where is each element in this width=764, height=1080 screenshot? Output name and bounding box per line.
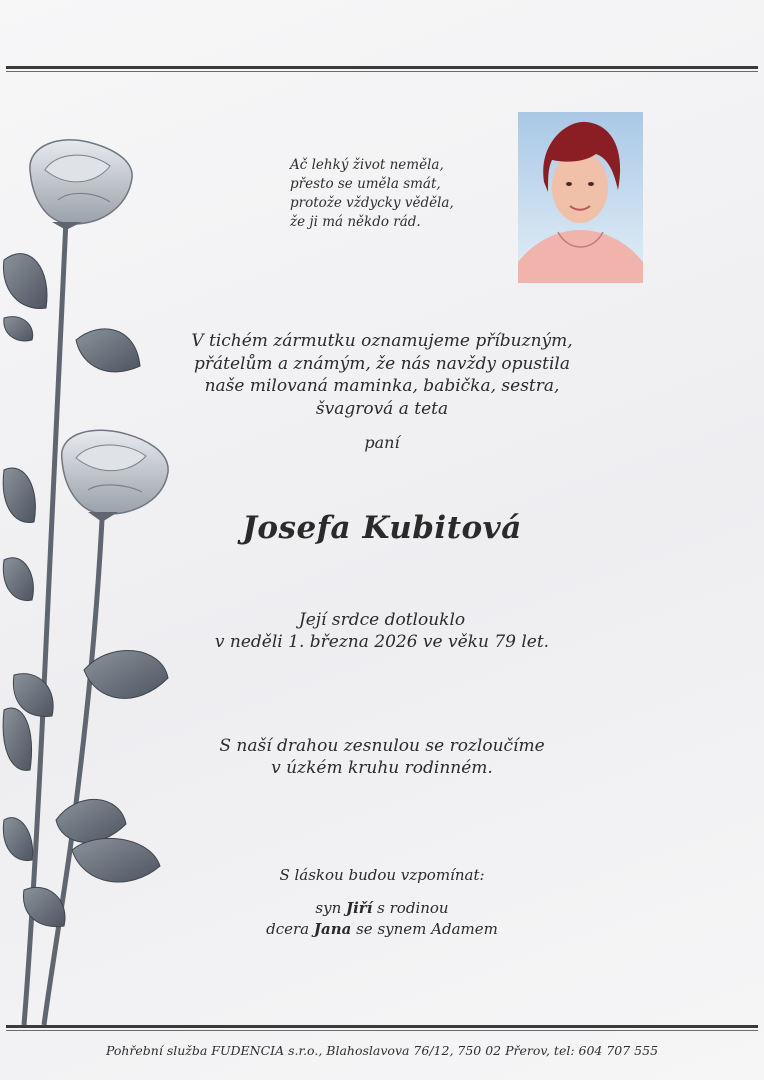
farewell-line: v úzkém kruhu rodinném. [271,758,493,778]
family-list [150,898,614,940]
relation-suffix: se synem Adamem [351,920,498,938]
portrait-photo [518,112,643,283]
death-line: Její srdce dotlouklo [298,610,466,630]
poem-line: Ač lehký život neměla, [290,157,444,173]
deceased-name: Josefa Kubitová [242,510,522,546]
poem-line: že ji má někdo rád. [290,214,421,230]
top-rule [6,66,758,72]
funeral-service-footer: Pohřební služba FUDENCIA s.r.o., Blahoslavova 76/12, 750 02 Přerov, tel: 604 707 555 [105,1043,659,1058]
announcement-line: švagrová a teta [315,398,449,419]
bottom-rule [6,1025,758,1031]
rose-decoration [0,130,200,1025]
poem-line: přesto se uměla smát, [290,176,441,192]
relation-suffix: s rodinou [372,899,449,917]
family-member [150,898,614,919]
family-member [150,919,614,940]
farewell-line: S naší drahou zesnulou se rozloučíme [219,736,545,756]
farewell-notice [150,735,614,779]
announcement-line: naše milovaná maminka, babička, sestra, [204,376,560,396]
upper-rose [30,140,132,230]
poem [290,156,490,232]
family-name: Jiří [346,899,373,917]
death-line: v neděli 1. března 2026 ve věku 79 let. [214,632,550,652]
announcement-line: V tichém zármutku oznamujeme příbuzným, [191,331,573,351]
announcement [150,330,614,420]
relation: syn [315,899,346,917]
remembrance-heading: S láskou budou vzpomínat: [279,866,485,884]
family-name: Jana [313,920,352,938]
relation: dcera [266,920,314,938]
death-notice [150,609,614,653]
announcement-line: přátelům a známým, že nás navždy opustila [194,353,570,374]
poem-line: protože vždycky věděla, [290,195,454,211]
honorific: paní [364,433,400,452]
